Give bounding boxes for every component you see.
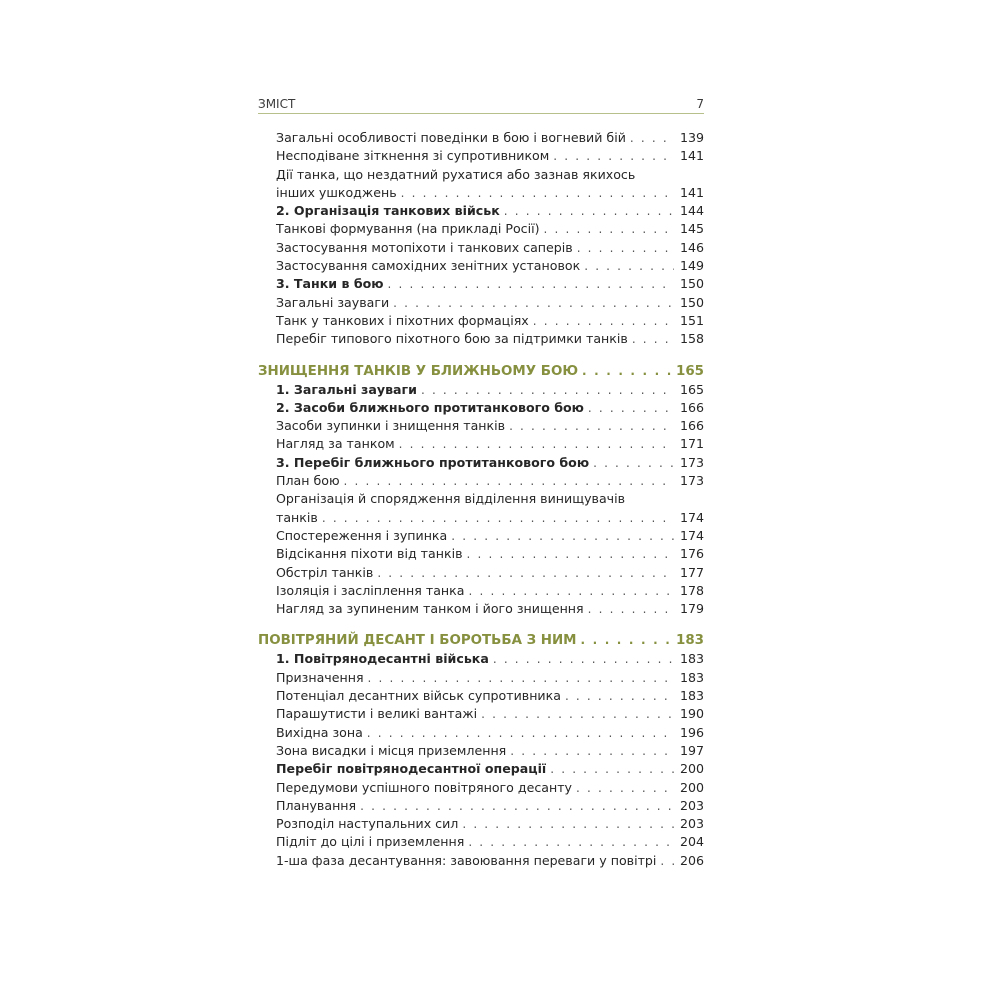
toc-page-number: 174 (679, 527, 704, 543)
toc-entry-title: Обстріл танків (276, 564, 374, 580)
toc-subsection[interactable] (258, 275, 704, 293)
toc-entry[interactable] (258, 490, 704, 508)
toc-entry[interactable] (258, 705, 704, 723)
toc-entry-title: Підліт до цілі і приземлення (276, 834, 465, 850)
toc-entry-title: Застосування мотопіхоти і танкових саперів (276, 239, 573, 255)
toc-entry-title-continued: танків (276, 509, 318, 525)
dot-leader (550, 760, 674, 778)
toc-subsection[interactable] (258, 202, 704, 220)
toc-entry-title: Спостереження і зупинка (276, 527, 448, 543)
toc-page-number: 150 (679, 294, 704, 310)
dot-leader (576, 779, 674, 797)
toc-entry[interactable] (258, 472, 704, 490)
toc-subsection-title: 2. Організація танкових військ (276, 203, 500, 219)
toc-entry[interactable] (258, 294, 704, 312)
dot-leader (553, 147, 674, 165)
toc-gap (258, 618, 704, 631)
table-of-contents (258, 129, 704, 870)
running-header (258, 93, 704, 111)
header-page-number: 7 (696, 97, 704, 111)
dot-leader (660, 852, 674, 870)
toc-page-number: 177 (679, 564, 704, 580)
toc-entry-title: Засоби зупинки і знищення танків (276, 418, 506, 434)
toc-page-number: 196 (679, 724, 704, 740)
toc-page-number: 206 (679, 852, 704, 868)
dot-leader (468, 582, 674, 600)
toc-section[interactable] (258, 631, 704, 650)
toc-entry-title: Несподіване зіткнення зі супротивником (276, 148, 550, 164)
toc-page-number: 183 (679, 651, 704, 667)
header-section-title: ЗМІСТ (258, 97, 296, 111)
toc-subsection-title: 2. Засоби ближнього протитанкового бою (276, 399, 584, 415)
dot-leader (322, 509, 674, 527)
toc-section[interactable] (258, 362, 704, 381)
toc-entry-title: Танкові формування (на прикладі Росії) (276, 221, 540, 237)
dot-leader (467, 545, 674, 563)
dot-leader (493, 650, 674, 668)
dot-leader (401, 184, 674, 202)
toc-entry-title: Застосування самохідних зенітних установок (276, 258, 581, 274)
dot-leader (565, 687, 674, 705)
dot-leader (577, 239, 674, 257)
toc-entry-title: Загальні зауваги (276, 294, 390, 310)
toc-entry[interactable] (258, 220, 704, 238)
toc-entry[interactable] (258, 779, 704, 797)
toc-entry-title: Ізоляція і засліплення танка (276, 582, 465, 598)
toc-page-number: 183 (679, 688, 704, 704)
toc-entry[interactable] (258, 600, 704, 618)
toc-entry[interactable] (258, 417, 704, 435)
toc-entry-title: Розподіл наступальних сил (276, 816, 459, 832)
toc-entry-title: Парашутисти і великі вантажі (276, 706, 478, 722)
toc-entry[interactable] (258, 257, 704, 275)
dot-leader (593, 454, 674, 472)
toc-subsection[interactable] (258, 381, 704, 399)
dot-leader (360, 797, 674, 815)
toc-page-number: 144 (679, 203, 704, 219)
toc-page-number: 190 (679, 706, 704, 722)
toc-page-number: 176 (679, 546, 704, 562)
toc-entry[interactable] (258, 724, 704, 742)
toc-page-number: 171 (679, 436, 704, 452)
toc-entry-title: Відсікання піхоти від танків (276, 546, 463, 562)
toc-entry[interactable] (258, 527, 704, 545)
toc-entry-continuation[interactable] (258, 509, 704, 527)
toc-subsection-title: 1. Повітрянодесантні війська (276, 651, 489, 667)
toc-page-number: 197 (679, 742, 704, 758)
toc-entry-title: Загальні особливості поведінки в бою і вогневий бій (276, 130, 626, 145)
toc-entry[interactable] (258, 435, 704, 453)
dot-leader (588, 399, 674, 417)
toc-entry[interactable] (258, 312, 704, 330)
toc-gap (258, 349, 704, 362)
toc-subsection[interactable] (258, 650, 704, 668)
toc-entry[interactable] (258, 129, 704, 147)
toc-entry[interactable] (258, 582, 704, 600)
dot-leader (368, 669, 674, 687)
toc-page-number: 183 (679, 669, 704, 685)
dot-leader (509, 417, 674, 435)
toc-entry[interactable] (258, 669, 704, 687)
dot-leader (393, 294, 674, 312)
dot-leader (451, 527, 674, 545)
toc-page-number: 204 (679, 834, 704, 850)
toc-page-number: 139 (679, 130, 704, 145)
toc-entry-title: Організація й спорядження відділення винищувачів (276, 491, 626, 507)
toc-entry-title: Вихідна зона (276, 724, 363, 740)
dot-leader (399, 435, 674, 453)
toc-section-title: ПОВІТРЯНИЙ ДЕСАНТ І БОРОТЬБА З НИМ (258, 633, 577, 649)
dot-leader (544, 220, 675, 238)
toc-entry-title: Зона висадки і місця приземлення (276, 742, 507, 758)
toc-subsection-title: 3. Танки в бою (276, 276, 384, 292)
toc-entry-title-continued: інших ушкоджень (276, 184, 397, 200)
toc-entry[interactable] (258, 852, 704, 870)
toc-page-number: 183 (676, 633, 704, 649)
dot-leader (504, 202, 674, 220)
toc-page-number: 166 (679, 418, 704, 434)
toc-entry[interactable] (258, 330, 704, 348)
toc-page-number: 203 (679, 797, 704, 813)
toc-page-number: 165 (676, 363, 704, 379)
dot-leader (510, 742, 674, 760)
toc-entry[interactable] (258, 166, 704, 184)
dot-leader (468, 833, 674, 851)
toc-page-number: 178 (679, 582, 704, 598)
toc-page-number: 145 (679, 221, 704, 237)
toc-entry[interactable] (258, 545, 704, 563)
toc-page-number: 200 (679, 761, 704, 777)
dot-leader (581, 631, 673, 650)
toc-entry-title: Планування (276, 797, 357, 813)
toc-entry[interactable] (258, 833, 704, 851)
toc-subsection-title: 3. Перебіг ближнього протитанкового бою (276, 454, 590, 470)
toc-page-number: 173 (679, 473, 704, 489)
dot-leader (584, 257, 674, 275)
toc-entry-title: Танк у танкових і піхотних формаціях (276, 312, 529, 328)
toc-page-number: 150 (679, 276, 704, 292)
dot-leader (367, 724, 674, 742)
toc-entry-title: Нагляд за зупиненим танком і його знищення (276, 601, 584, 617)
toc-subsection-title: Перебіг повітрянодесантної операції (276, 761, 547, 777)
toc-page-number: 173 (679, 454, 704, 470)
toc-page-number: 149 (679, 258, 704, 274)
toc-entry[interactable] (258, 564, 704, 582)
toc-subsection[interactable] (258, 760, 704, 778)
toc-page-number: 158 (679, 331, 704, 347)
toc-entry[interactable] (258, 239, 704, 257)
dot-leader (344, 472, 674, 490)
dot-leader (630, 129, 674, 147)
toc-entry[interactable] (258, 815, 704, 833)
toc-entry-title: Потенціал десантних військ супротивника (276, 688, 561, 704)
toc-page-number: 174 (679, 509, 704, 525)
dot-leader (588, 600, 674, 618)
dot-leader (582, 362, 672, 381)
dot-leader (462, 815, 674, 833)
toc-section-title: ЗНИЩЕННЯ ТАНКІВ У БЛИЖНЬОМУ БОЮ (258, 363, 579, 379)
dot-leader (377, 564, 674, 582)
toc-entry-title: Нагляд за танком (276, 436, 395, 452)
toc-page-number: 203 (679, 816, 704, 832)
toc-entry[interactable] (258, 742, 704, 760)
toc-page-number: 146 (679, 239, 704, 255)
toc-entry-title: План бою (276, 473, 340, 489)
toc-page-number: 151 (679, 312, 704, 328)
toc-entry[interactable] (258, 797, 704, 815)
toc-page-number: 200 (679, 779, 704, 795)
dot-leader (388, 275, 674, 293)
toc-subsection[interactable] (258, 454, 704, 472)
toc-subsection-title: 1. Загальні зауваги (276, 381, 417, 397)
dot-leader (481, 705, 674, 723)
toc-entry-title: Призначення (276, 669, 364, 685)
toc-entry-title: Перебіг типового піхотного бою за підтримки танків (276, 331, 628, 347)
toc-entry-title: 1-ша фаза десантування: завоювання переваги у повітрі (276, 852, 657, 868)
toc-entry-title: Дії танка, що нездатний рухатися або зазнав якихось (276, 166, 636, 182)
toc-subsection[interactable] (258, 399, 704, 417)
toc-page-number: 165 (679, 381, 704, 397)
dot-leader (533, 312, 674, 330)
dot-leader (632, 330, 674, 348)
dot-leader (421, 381, 674, 399)
header-rule (258, 113, 704, 114)
toc-entry-title: Передумови успішного повітряного десанту (276, 779, 572, 795)
toc-entry[interactable] (258, 687, 704, 705)
toc-entry-continuation[interactable] (258, 184, 704, 202)
toc-entry[interactable] (258, 147, 704, 165)
toc-page-number: 166 (679, 399, 704, 415)
toc-page-number: 179 (679, 601, 704, 617)
toc-page-number: 141 (679, 184, 704, 200)
toc-page-number: 141 (679, 148, 704, 164)
